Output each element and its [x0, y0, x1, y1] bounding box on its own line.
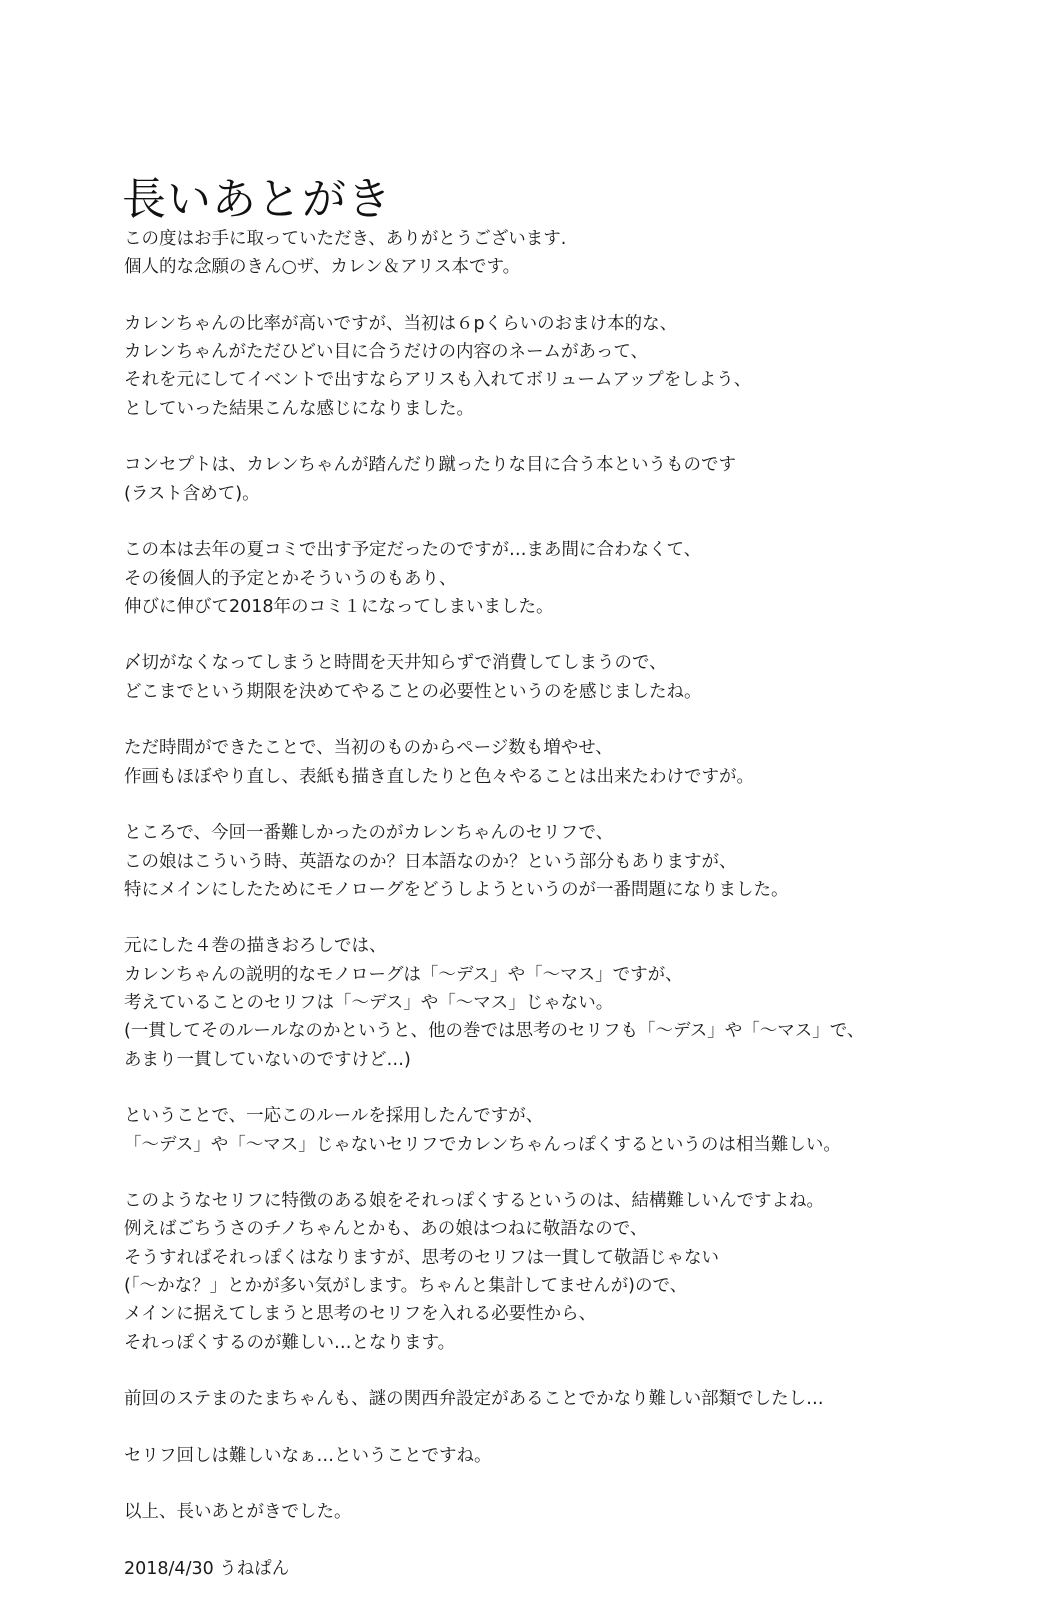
- text-line: (一貫してそのルールなのかというと、他の巻では思考のセリフも「〜デス」や「〜マス」で、: [124, 1021, 865, 1042]
- paragraph: [124, 819, 1024, 904]
- paragraph: [124, 310, 1024, 423]
- paragraph: [124, 932, 1024, 1073]
- text-line: どこまでという期限を決めてやることの必要性というのを感じましたね。: [124, 681, 702, 702]
- text-line: 〆切がなくなってしまうと時間を天井知らずで消費してしまうので、: [124, 653, 667, 674]
- paragraph: [124, 536, 1024, 621]
- text-line: セリフ回しは難しいなぁ…ということですね。: [124, 1445, 492, 1466]
- text-line: 伸びに伸びて2018年のコミ１になってしまいました。: [124, 596, 554, 617]
- text-line: ところで、今回一番難しかったのがカレンちゃんのセリフで、: [124, 823, 614, 844]
- text-line: 作画もほぼやり直し、表紙も描き直したりと色々やることは出来たわけですが。: [124, 766, 754, 787]
- text-line: この度はお手に取っていただき、ありがとうございます.: [124, 229, 567, 249]
- paragraph: [124, 734, 1024, 791]
- paragraph: [124, 1187, 1024, 1357]
- paragraph: [124, 1498, 1024, 1526]
- text-line: としていった結果こんな感じになりました。: [124, 398, 474, 419]
- text-line: カレンちゃんの説明的なモノローグは「〜デス」や「〜マス」ですが、: [124, 964, 683, 985]
- text-line: 元にした４巻の描きおろしでは、: [124, 936, 387, 957]
- text-line: それっぽくするのが難しい…となります。: [124, 1332, 456, 1353]
- text-line: 2018/4/30 うねぱん: [124, 1558, 290, 1579]
- text-line: その後個人的予定とかそういうのもあり、: [124, 568, 457, 589]
- text-line: 前回のステまのたまちゃんも、謎の関西弁設定があることでかなり難しい部類でしたし…: [124, 1389, 824, 1410]
- text-line: 考えていることのセリフは「〜デス」や「〜マス」じゃない。: [124, 993, 614, 1014]
- paragraph: [124, 1555, 1024, 1583]
- page-title: 長いあとがき: [122, 174, 392, 226]
- text-line: ということで、一応このルールを採用したんですが、: [124, 1106, 544, 1127]
- text-line: あまり一貫していないのですけど…): [124, 1049, 411, 1070]
- text-line: (「〜かな？」とかが多い気がします。ちゃんと集計してませんが)ので、: [124, 1275, 688, 1296]
- paragraph: [124, 451, 1024, 508]
- text-line: そうすればそれっぽくはなりますが、思考のセリフは一貫して敬語じゃない: [124, 1247, 719, 1268]
- paragraph: [124, 225, 1024, 282]
- text-line: 特にメインにしたためにモノローグをどうしようというのが一番問題になりました。: [124, 879, 789, 900]
- text-line: このようなセリフに特徴のある娘をそれっぽくするというのは、結構難しいんですよね。: [124, 1191, 824, 1212]
- text-line: 以上、長いあとがきでした。: [124, 1502, 352, 1523]
- text-line: 例えばごちうさのチノちゃんとかも、あの娘はつねに敬語なので、: [124, 1219, 648, 1240]
- paragraph: [124, 649, 1024, 706]
- text-line: メインに据えてしまうと思考のセリフを入れる必要性から、: [124, 1304, 597, 1325]
- text-line: (ラスト含めて)。: [124, 483, 260, 504]
- paragraph: [124, 1385, 1024, 1413]
- afterword-body: [124, 225, 1024, 1612]
- paragraph: [124, 1102, 1024, 1159]
- text-line: カレンちゃんの比率が高いですが、当初は６pくらいのおまけ本的な、: [124, 313, 678, 334]
- text-line: この娘はこういう時、英語なのか？日本語なのか？という部分もありますが、: [124, 851, 737, 872]
- text-line: 個人的な念願のきん○ザ、カレン＆アリス本です。: [124, 257, 521, 278]
- paragraph: [124, 1442, 1024, 1470]
- text-line: カレンちゃんがただひどい目に合うだけの内容のネームがあって、: [124, 342, 649, 363]
- text-line: 「〜デス」や「〜マス」じゃないセリフでカレンちゃんっぽくするというのは相当難しい。: [124, 1134, 841, 1155]
- text-line: この本は去年の夏コミで出す予定だったのですが…まあ間に合わなくて、: [124, 540, 702, 561]
- text-line: コンセプトは、カレンちゃんが踏んだり蹴ったりな目に合う本というものです: [124, 455, 737, 476]
- text-line: ただ時間ができたことで、当初のものからページ数も増やせ、: [124, 738, 613, 759]
- text-line: それを元にしてイベントで出すならアリスも入れてボリュームアップをしよう、: [124, 370, 752, 391]
